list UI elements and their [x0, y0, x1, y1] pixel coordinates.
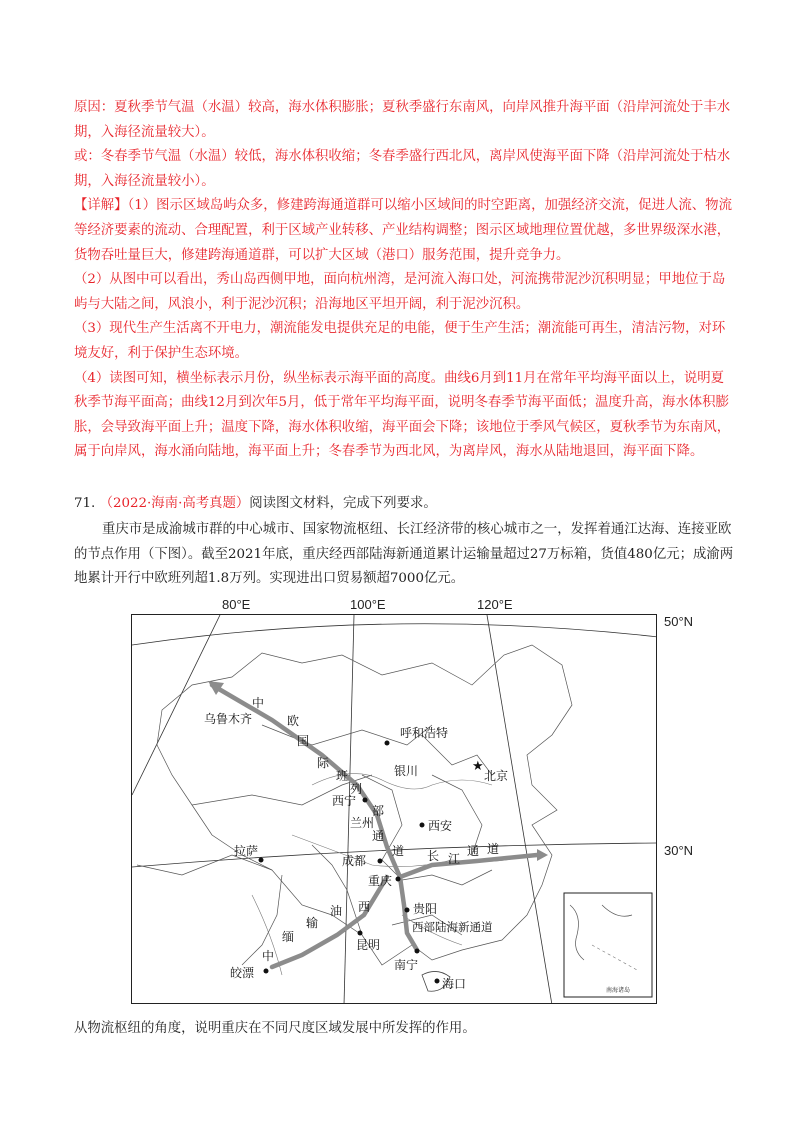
label-xian: 西安: [428, 819, 453, 833]
question-header: [74, 492, 437, 511]
route-yangtze: [400, 855, 537, 877]
lon-label-80: 80°E: [222, 597, 251, 612]
route-char: 通: [372, 829, 385, 843]
route-char: 欧: [287, 714, 300, 728]
arrow-head-east: [537, 849, 548, 861]
label-chengdu: 成都: [342, 854, 367, 868]
answer-detail-2: （2）从图中可以看出，秀山岛西侧甲地，面向杭州湾，是河流入海口处，河流携带泥沙沉积明显；甲地位于岛屿与大陆之间，风浪小，利于泥沙沉积；沿海地区平坦开阔，利于泥沙沉积。: [74, 272, 726, 312]
lat-label-50: 50°N: [664, 614, 694, 629]
route-char: 道: [487, 842, 500, 856]
detail-tag: 【详解】: [74, 198, 128, 214]
label-kunming: 昆明: [356, 938, 381, 952]
label-lanzhou: 兰州: [350, 816, 375, 830]
answer-detail-4: （4）读图可知，横坐标表示月份，纵坐标表示海平面的高度。曲线6月到11月在常年平均海平面以上，说明夏秋季节海平面高；曲线12月到次年5月，低于常年平均海平面，说明冬春季节海平面低；温度升高，海水体积膨胀，会导致海平面上升；温度下降，海水体积收缩，海平面会下降；该地位于季风气候区，夏秋季节为东南风，属于向岸风，海水涌向陆地，海平面上升；冬春季节为西北风，为离岸风，海水从陆地退回，海平面下降。: [74, 370, 731, 460]
route-char: 通: [467, 844, 480, 858]
route-char: 缅: [282, 930, 295, 944]
question-task: 从物流枢纽的角度，说明重庆在不同尺度区域发展中所发挥的作用。: [74, 1021, 476, 1036]
dot-xining: [363, 798, 368, 803]
route-char: 道: [392, 844, 405, 858]
inset-label: 南海诸岛: [606, 987, 631, 994]
label-xining: 西宁: [332, 794, 357, 808]
lat-label-30: 30°N: [664, 843, 694, 858]
dot-lhasa: [259, 858, 264, 863]
logistics-map: [131, 614, 657, 1004]
map-svg: [132, 615, 657, 1004]
label-hohhot: 呼和浩特: [400, 726, 449, 740]
answer-detail-3: （3）现代生产生活离不开电力，潮流能发电提供充足的电能，便于生产生活；潮流能可再生，清洁污物，对环境友好，利于保护生态环境。: [74, 321, 726, 361]
question-instruction: 阅读图文材料，完成下列要求。: [249, 496, 437, 511]
question-number: 71.: [74, 496, 96, 511]
route-char: 班: [336, 769, 349, 783]
question-source: （2022·海南·高考真题）: [99, 496, 250, 511]
answer-reason: 原因：夏秋季节气温（水温）较高，海水体积膨胀；夏秋季盛行东南风，向岸风推升海平面（沿岸河流处于丰水期，入海径流量较大）。: [74, 100, 731, 140]
dot-chongqing: [396, 877, 401, 882]
route-char: 输: [306, 916, 319, 930]
label-yinchuan: 银川: [394, 764, 419, 778]
lon-line-100: [344, 615, 354, 1004]
answer-block: [74, 96, 734, 465]
south-sea-inset: [564, 893, 652, 997]
dot-guiyang: [405, 908, 410, 913]
label-kyaukphyu: 皎漂: [230, 966, 255, 980]
dot-nanning: [415, 949, 420, 954]
route-char: 中: [262, 949, 275, 963]
dot-xian: [420, 823, 425, 828]
label-nanning: 南宁: [394, 958, 419, 972]
lon-line-120: [487, 615, 552, 1004]
route-char: 部: [372, 804, 385, 818]
answer-alternative: 或：冬春季节气温（水温）较低，海水体积收缩；冬春季盛行西北风，离岸风使海平面下降（沿岸河流处于枯水期，入海径流量较小）。: [74, 149, 731, 189]
dot-kyaukphyu: [264, 969, 269, 974]
route-char: 际: [317, 756, 330, 770]
detail-1-text: （1）图示区域岛屿众多，修建跨海通道群可以缩小区域间的时空距离，加强经济交流，促进人流、物流等经济要素的流动、合理配置，利于区域产业转移、产业结构调整；图示区域地理位置优越，多世界级深水港，货物吞吐量巨大，修建跨海通道群，可以扩大区域（港口）服务范围，提升竞争力。: [74, 198, 732, 263]
lon-label-120: 120°E: [477, 597, 513, 612]
route-char: 江: [448, 852, 461, 866]
beijing-star-icon: ★: [472, 759, 484, 774]
label-guiyang: 贵阳: [413, 902, 438, 916]
dot-haikou: [435, 979, 440, 984]
route-labels: [252, 695, 499, 963]
route-char: 油: [330, 904, 343, 918]
question-material: 重庆市是成渝城市群的中心城市、国家物流枢纽、长江经济带的核心城市之一，发挥着通江达海、连接亚欧的节点作用（下图）。截至2021年底，重庆经西部陆海新通道累计运输量超过27万标箱，货值480亿元；成渝两地累计开行中欧班列超1.8万列。实现进出口贸易额超7000亿元。: [74, 522, 734, 587]
inset-frame: [564, 893, 652, 997]
route-char: 西: [358, 900, 371, 914]
route-char: 列: [350, 782, 363, 796]
dot-hohhot: [385, 741, 390, 746]
route-char: 国: [297, 734, 310, 748]
label-west-land-sea: 西部陆海新通道: [412, 920, 493, 934]
route-char: 长: [427, 849, 440, 863]
label-haikou: 海口: [442, 977, 467, 991]
label-urumqi: 乌鲁木齐: [204, 712, 253, 726]
route-char: 中: [252, 696, 265, 710]
lon-label-100: 100°E: [350, 597, 386, 612]
label-beijing: 北京: [484, 769, 509, 783]
dot-kunming: [358, 931, 363, 936]
lon-line-80: [132, 615, 220, 795]
label-chongqing: 重庆: [368, 874, 393, 888]
city-labels: [204, 711, 508, 991]
dot-chengdu: [378, 859, 383, 864]
label-lhasa: 拉萨: [234, 844, 259, 858]
answer-detail-1: [74, 194, 734, 268]
province-border: [432, 775, 482, 855]
